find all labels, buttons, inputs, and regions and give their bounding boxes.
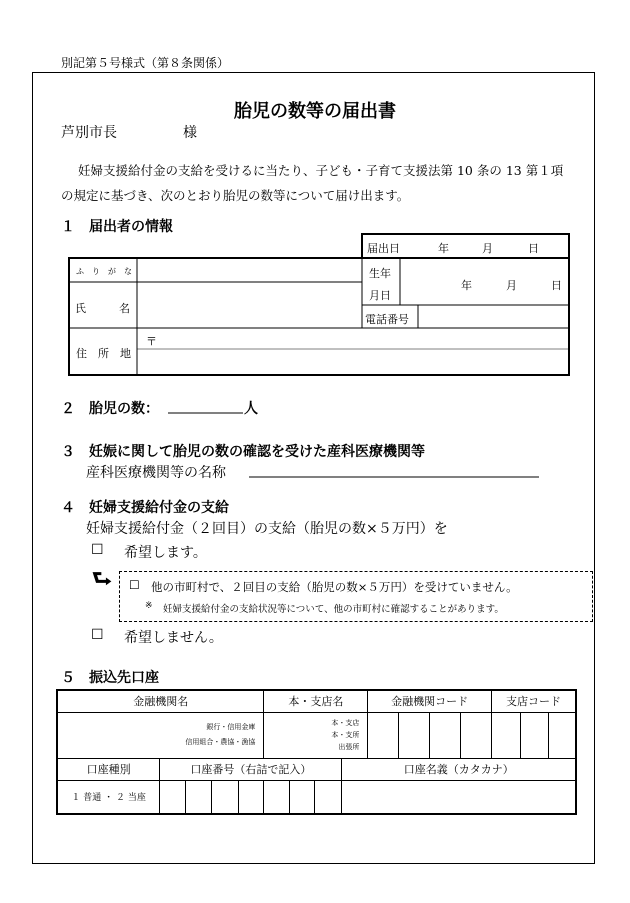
account-holder-cell[interactable] — [342, 780, 576, 814]
branch-name-cell[interactable] — [264, 712, 368, 758]
note-text: 妊婦支援給付金の支給状況等について、他の市町村に確認することがあります。 — [163, 604, 504, 615]
section1-heading: １ 届出者の情報 — [61, 219, 173, 235]
date-year-unit: 年 — [438, 242, 449, 255]
addressee: 芦別市長 — [61, 125, 117, 141]
intro-line-2: の規定に基づき、次のとおり胎児の数等について届け出ます。 — [61, 188, 410, 203]
bank-name-cell[interactable] — [57, 712, 264, 758]
date-day-unit: 日 — [528, 242, 539, 255]
branch-code-digit[interactable] — [549, 712, 576, 758]
bank-types-line-1: 銀行・信用金庫 — [206, 723, 256, 731]
account-number-digit[interactable] — [238, 780, 264, 814]
col-bank-name: 金融機関名 — [57, 690, 264, 712]
birth-label-bottom: 月日 — [369, 289, 391, 302]
phone-label: 電話番号 — [365, 313, 409, 326]
bank-types-line-2: 信用組合・農協・漁協 — [185, 738, 256, 746]
form-title: 胎児の数等の届出書 — [234, 101, 396, 122]
birth-label-top: 生年 — [369, 267, 391, 280]
account-number-digit[interactable] — [264, 780, 290, 814]
wish-label: 希望します。 — [124, 545, 207, 561]
form-label: 別記第５号様式（第８条関係） — [61, 56, 230, 70]
intro-line-1: 妊婦支援給付金の支給を受けるに当たり、子ども・子育て支援法第 10 条の 13 第１項 — [78, 163, 564, 178]
no-other-payment-label: 他の市町村で、２回目の支給（胎児の数×５万円）を受けていません。 — [151, 580, 518, 594]
account-number-digit[interactable] — [290, 780, 315, 814]
checkbox-no-other-payment[interactable]: ☐ — [129, 578, 140, 592]
bank-code-digit[interactable] — [399, 712, 430, 758]
account-number-digit[interactable] — [160, 780, 186, 814]
section3-heading: ３ 妊娠に関して胎児の数の確認を受けた産科医療機関等 — [61, 444, 425, 460]
name-label: 氏 名 — [75, 302, 130, 315]
branch-type-2: 本・支所 — [331, 731, 360, 739]
col-account-type: 口座種別 — [57, 758, 160, 780]
account-number-digit[interactable] — [315, 780, 342, 814]
bank-account-table — [56, 689, 577, 815]
branch-code-digit[interactable] — [491, 712, 520, 758]
section5-heading: ５ 振込先口座 — [61, 670, 159, 686]
col-branch-name: 本・支店名 — [264, 690, 368, 712]
date-label: 届出日 — [367, 242, 400, 255]
account-number-digit[interactable] — [186, 780, 212, 814]
no-wish-label: 希望しません。 — [124, 630, 223, 646]
benefit-description: 妊婦支援給付金（２回目）の支給（胎児の数×５万円）を — [86, 521, 448, 537]
col-bank-code: 金融機関コード — [368, 690, 492, 712]
postal-mark: 〒 — [146, 335, 157, 348]
date-month-unit: 月 — [482, 242, 493, 255]
furigana-label: ふ り が な — [76, 267, 132, 276]
checkbox-wish[interactable]: ☐ — [91, 542, 104, 558]
address-label: 住 所 地 — [76, 347, 131, 360]
checkbox-no-wish[interactable]: ☐ — [91, 627, 104, 643]
col-branch-code: 支店コード — [491, 690, 576, 712]
bank-code-digit[interactable] — [368, 712, 399, 758]
col-account-holder: 口座名義（カタカナ） — [342, 758, 576, 780]
branch-code-digit[interactable] — [520, 712, 549, 758]
honorific: 様 — [183, 125, 197, 141]
section4-heading: ４ 妊婦支援給付金の支給 — [61, 500, 229, 516]
section2-heading: ２ 胎児の数： — [61, 401, 159, 417]
col-account-number: 口座番号（右詰で記入） — [160, 758, 342, 780]
bank-code-digit[interactable] — [429, 712, 461, 758]
fetus-count-unit: 人 — [244, 401, 258, 417]
clinic-name-label: 産科医療機関等の名称 — [86, 465, 226, 481]
birth-year-unit: 年 — [461, 279, 472, 292]
birth-month-unit: 月 — [506, 279, 517, 292]
arrow-down-right-icon: ⮑ — [92, 567, 112, 592]
note-mark: ※ — [145, 601, 153, 611]
account-type-options[interactable]: １ 普通 ・ ２ 当座 — [57, 780, 160, 814]
birth-day-unit: 日 — [551, 279, 562, 292]
bank-code-digit[interactable] — [461, 712, 492, 758]
account-number-digit[interactable] — [211, 780, 238, 814]
branch-type-1: 本・支店 — [331, 719, 360, 727]
branch-type-3: 出張所 — [338, 743, 360, 751]
